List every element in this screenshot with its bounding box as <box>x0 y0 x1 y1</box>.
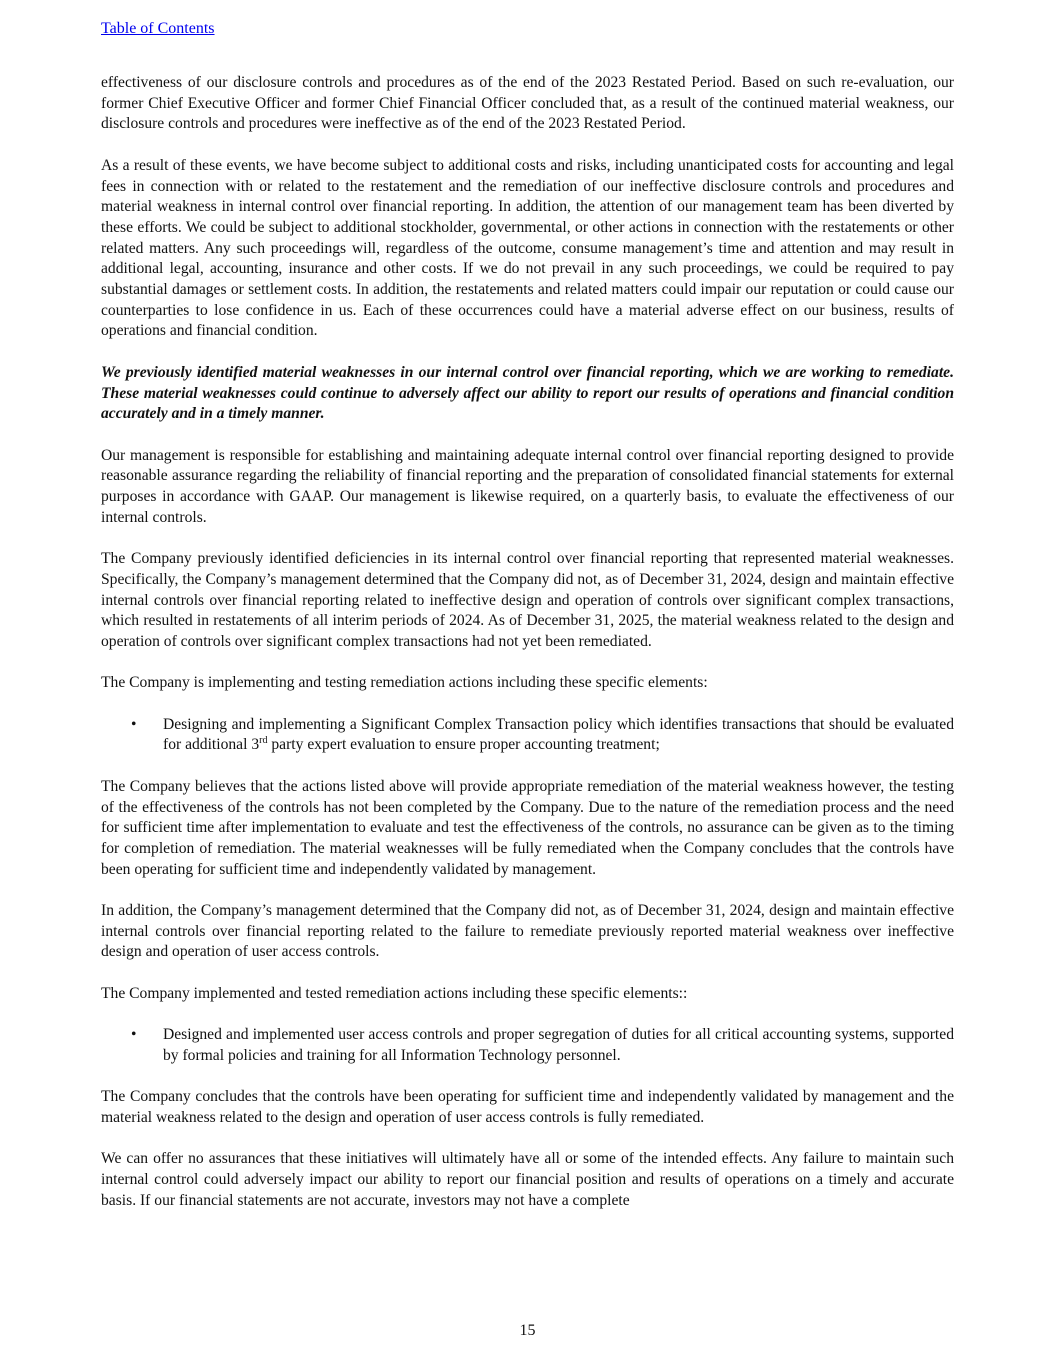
paragraph-remediation-belief: The Company believes that the actions listed above will provide appropriate remediation of the material weakness however, the testing of the effectiveness of the controls has not been completed by the Company. Due to the nature of the remediation process and the need for sufficient time after implementation to evaluate and test the effectiveness of the controls, no assurance can be given as to the timing for completion of remediation. The material weaknesses will be fully remediated when the Company concludes that the controls have been operating for sufficient time and independently validated by management. <box>101 777 954 878</box>
bullet-icon: • <box>131 715 137 733</box>
bullet-item-user-access <box>101 1025 954 1066</box>
document-body <box>101 73 954 1232</box>
paragraph-management-responsibility: Our management is responsible for establishing and maintaining adequate internal control over financial reporting designed to provide reasonable assurance regarding the reliability of financial reporting and the preparation of consolidated financial statements for external purposes in accordance with GAAP. Our management is likewise required, on a quarterly basis, to evaluate the effectiveness of our internal controls. <box>101 446 954 526</box>
paragraph-no-assurances: We can offer no assurances that these initiatives will ultimately have all or some of the intended effects. Any failure to maintain such internal control could adversely impact our ability to report our financial position and results of operations on a timely and accurate basis. If our financial statements are not accurate, investors may not have a complete <box>101 1150 954 1209</box>
paragraph-remediated-conclusion: The Company concludes that the controls have been operating for sufficient time and independently validated by management and the material weakness related to the design and operation of user access controls is fully remediated. <box>101 1088 954 1126</box>
paragraph-user-access-weakness: In addition, the Company’s management determined that the Company did not, as of December 31, 2024, design and maintain effective internal controls over financial reporting related to the failure to remediate previously reported material weakness over ineffective design and operation of user access controls. <box>101 902 954 961</box>
paragraph-restatement-costs: As a result of these events, we have become subject to additional costs and risks, including unanticipated costs for accounting and legal fees in connection with or related to the restatement and the remediation of our ineffective disclosure controls and procedures and material weakness in internal control over financial reporting. In addition, the attention of our management team has been diverted by these efforts. We could be subject to additional stockholder, governmental, or other actions in connection with the restatements or other related matters. Any such proceedings will, regardless of the outcome, consume management’s time and attention and may result in additional legal, accounting, insurance and other costs. If we do not prevail in any such proceedings, we could be required to pay substantial damages or settlement costs. In addition, the restatements and related matters could impair our reputation or could cause our counterparties to lose confidence in us. Each of these occurrences could have a material adverse effect on our business, results of operations and financial condition. <box>101 156 954 340</box>
table-of-contents-link[interactable]: Table of Contents <box>101 20 215 37</box>
paragraph-identified-deficiencies: The Company previously identified deficiencies in its internal control over financial reporting that represented material weaknesses. Specifically, the Company’s management determined that the Company did not, as of December 31, 2024, design and maintain effective internal controls over financial reporting related to ineffective design and operation of controls over significant complex transactions, which resulted in restatements of all interim periods of 2024. As of December 31, 2025, the material weakness related to the design and operation of controls over significant complex transactions had not yet been remediated. <box>101 550 954 650</box>
bullet-text-part: party expert evaluation to ensure proper accounting treatment; <box>267 736 660 754</box>
bullet-icon: • <box>131 1026 137 1044</box>
risk-factor-heading: We previously identified material weaknesses in our internal control over financial reporting, which we are working to remediate. These material weaknesses could continue to adversely affect our ability to report our results of operations and financial condition accurately and in a timely manner. <box>101 363 954 423</box>
paragraph-disclosure-controls: effectiveness of our disclosure controls and procedures as of the end of the 2023 Restated Period. Based on such re-evaluation, our former Chief Executive Officer and former Chief Financial Officer concluded that, as a result of the continued material weakness, our disclosure controls and procedures were ineffective as of the end of the 2023 Restated Period. <box>101 74 954 133</box>
bullet-text: Designed and implemented user access controls and proper segregation of duties for all critical accounting systems, supported by formal policies and training for all Information Technology personnel. <box>163 1026 954 1064</box>
bullet-text-part: Designing and implementing a Significant Complex Transaction policy which identifies transactions that should be evaluated for additional 3 <box>163 715 954 754</box>
paragraph-remediation-intro: The Company is implementing and testing remediation actions including these specific elements: <box>101 674 708 692</box>
superscript: rd <box>259 735 268 747</box>
page-number: 15 <box>519 1322 536 1339</box>
bullet-item-transaction-policy <box>101 715 954 756</box>
bullet-text <box>163 715 954 756</box>
paragraph-implemented-intro: The Company implemented and tested remediation actions including these specific elements:: <box>101 984 688 1002</box>
